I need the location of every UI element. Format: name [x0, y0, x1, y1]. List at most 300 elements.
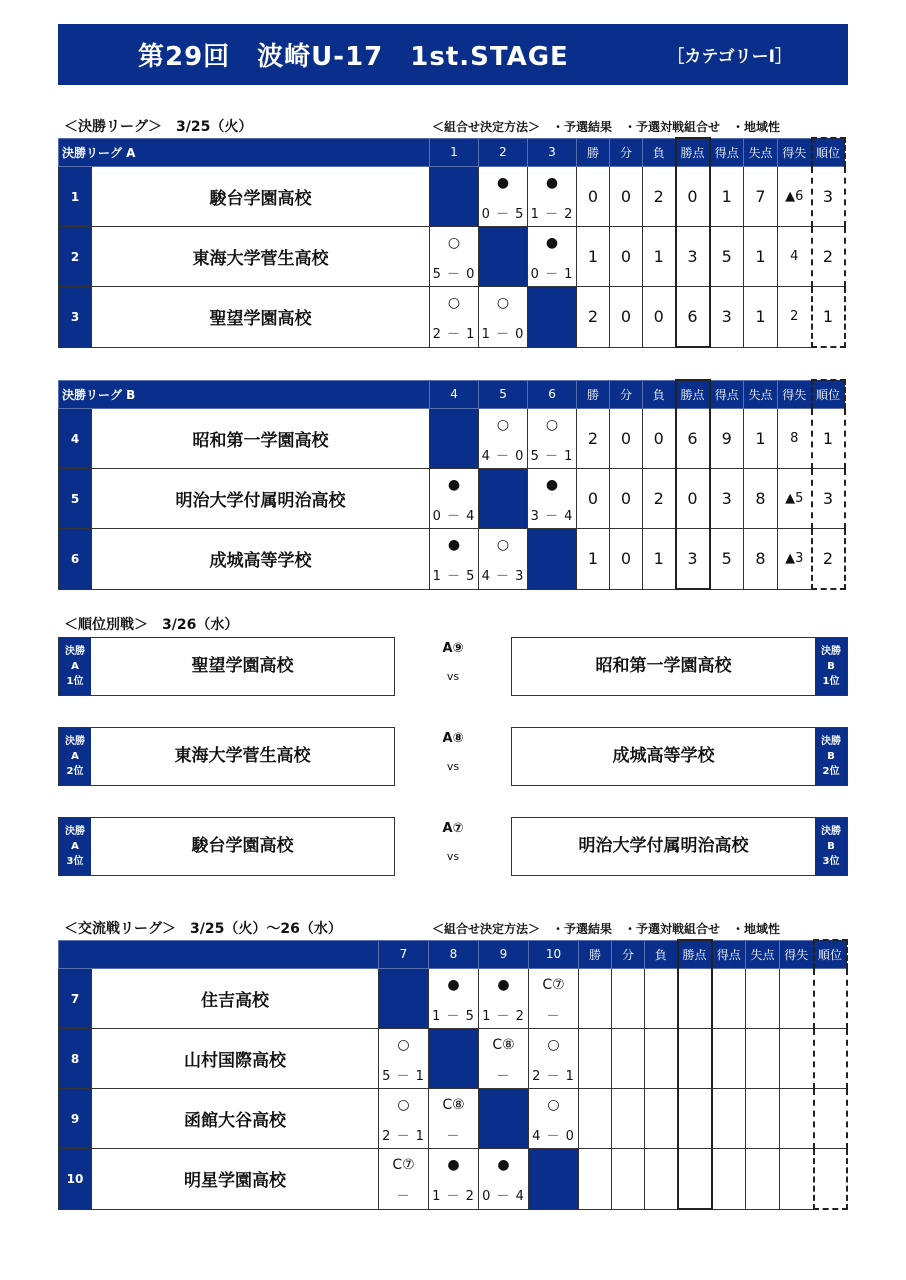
left-team-name: 東海大学菅生高校 — [174, 746, 311, 766]
result — [429, 969, 478, 1028]
right-team-name: 昭和第一学園高校 — [595, 656, 732, 676]
stat-header: 勝点 — [676, 380, 710, 409]
stat-cell — [746, 1089, 780, 1149]
diagonal-cell — [479, 227, 528, 287]
diagonal-cell — [379, 969, 429, 1029]
result-cell — [429, 969, 479, 1029]
stat-header: 得失 — [780, 940, 814, 969]
team-row — [59, 969, 847, 1029]
stat-cell: 1 — [812, 409, 845, 469]
stat-cell: 3 — [676, 227, 710, 287]
result-cell — [379, 1089, 429, 1149]
stat-cell — [579, 1149, 612, 1210]
stat-cell: 8 — [778, 409, 812, 469]
result-symbol: ● — [447, 1157, 460, 1174]
result — [528, 167, 576, 226]
result-cell — [479, 1149, 529, 1210]
stat-cell — [712, 969, 746, 1029]
stat-cell: 2 — [778, 287, 812, 348]
rank-label-line: B — [827, 841, 835, 852]
result-symbol: ○ — [496, 417, 510, 433]
result-cell — [429, 1089, 479, 1149]
rank-label-line: 決勝 — [821, 826, 841, 837]
stat-header: 失点 — [746, 940, 780, 969]
stat-cell — [814, 1029, 847, 1089]
team-number: 4 — [59, 409, 92, 469]
stat-cell: 6 — [676, 287, 710, 348]
stat-cell — [645, 1029, 678, 1089]
result — [429, 1149, 478, 1208]
stat-header: 勝点 — [678, 940, 712, 969]
result-score: 1 － 5 — [432, 1009, 475, 1024]
result-score: － — [496, 1069, 511, 1084]
col-header: 9 — [479, 940, 529, 969]
league-label: 決勝リーグ A — [59, 138, 430, 167]
result-symbol: C⑦ — [542, 977, 565, 993]
stat-cell — [612, 1029, 645, 1089]
result-symbol: ○ — [447, 235, 461, 251]
team-name: 函館大谷高校 — [92, 1089, 379, 1149]
result-cell — [379, 1149, 429, 1210]
stat-cell — [746, 1029, 780, 1089]
result — [479, 409, 527, 468]
stat-header: 勝 — [577, 380, 610, 409]
result-symbol: ○ — [547, 1097, 560, 1113]
left-match-box — [58, 817, 395, 876]
result — [429, 1089, 478, 1148]
right-rank-label — [815, 818, 847, 875]
result-score: 4 － 0 — [481, 449, 525, 464]
result-cell — [479, 1029, 529, 1089]
result — [529, 969, 578, 1028]
stat-header: 分 — [610, 138, 643, 167]
category-label: ［カテゴリーⅠ］ — [667, 47, 792, 67]
match-code: A⑧ — [442, 731, 464, 746]
stat-cell: 7 — [744, 167, 778, 227]
result-score: 2 － 1 — [382, 1129, 425, 1144]
col-header: 2 — [479, 138, 528, 167]
stat-cell: 6 — [676, 409, 710, 469]
stat-cell: 3 — [710, 287, 744, 348]
vs-label: vs — [446, 850, 460, 863]
result-score: － — [396, 1189, 411, 1205]
left-rank-label — [59, 638, 91, 695]
stat-cell — [678, 1149, 712, 1210]
result-score: 5 － 1 — [530, 449, 574, 464]
col-header: 10 — [529, 940, 579, 969]
col-header: 3 — [528, 138, 577, 167]
team-row — [59, 287, 845, 348]
team-row — [59, 1089, 847, 1149]
result-cell — [529, 1029, 579, 1089]
result-symbol: ● — [447, 477, 461, 493]
stat-cell: 0 — [610, 409, 643, 469]
stat-cell — [678, 1029, 712, 1089]
stat-header: 失点 — [744, 380, 778, 409]
col-header: 5 — [479, 380, 528, 409]
team-number: 2 — [59, 227, 92, 287]
team-row — [59, 529, 845, 590]
result-symbol: C⑦ — [392, 1157, 415, 1174]
result — [430, 287, 478, 346]
stat-cell — [814, 1089, 847, 1149]
result-symbol: ● — [447, 537, 461, 554]
result-score: 2 － 1 — [432, 327, 476, 343]
vs-label: vs — [446, 670, 460, 683]
stat-header: 得失 — [778, 138, 812, 167]
result-symbol: ● — [545, 477, 559, 493]
diagonal-cell — [429, 1029, 479, 1089]
result-cell — [528, 167, 577, 227]
result-symbol: ○ — [547, 1037, 560, 1053]
result — [479, 287, 527, 346]
stat-cell: 3 — [676, 529, 710, 590]
stat-cell — [814, 1149, 847, 1210]
team-name: 山村国際高校 — [92, 1029, 379, 1089]
rank-label-line: 2位 — [66, 766, 84, 777]
stat-cell — [645, 1089, 678, 1149]
result — [430, 227, 478, 286]
stat-header: 得点 — [710, 138, 744, 167]
result — [430, 469, 478, 528]
result-symbol: C⑧ — [492, 1037, 515, 1053]
stat-header: 順位 — [812, 380, 845, 409]
result-cell — [430, 469, 479, 529]
team-number: 8 — [59, 1029, 92, 1089]
result-cell — [529, 1089, 579, 1149]
final-league-title: ＜決勝リーグ＞ 3/25（火） — [64, 119, 253, 135]
result-score: 0 － 4 — [482, 1189, 525, 1205]
rank-label-line: 決勝 — [65, 826, 85, 837]
match-center — [423, 821, 483, 863]
team-name: 駿台学園高校 — [92, 167, 430, 227]
title-banner — [58, 24, 848, 85]
col-header: 1 — [430, 138, 479, 167]
result-score: 1 － 5 — [432, 569, 476, 585]
rank-label-line: 決勝 — [821, 736, 841, 747]
rank-label-line: 決勝 — [65, 736, 85, 747]
right-rank-label — [815, 728, 847, 785]
stat-cell: 9 — [710, 409, 744, 469]
result-cell — [528, 409, 577, 469]
result-score: － — [446, 1129, 461, 1144]
right-match-box — [511, 727, 848, 786]
header-row — [59, 380, 845, 409]
result-score: 0 － 1 — [530, 267, 574, 282]
header-row — [59, 138, 845, 167]
result-symbol: ● — [497, 1157, 510, 1174]
stat-header: 順位 — [812, 138, 845, 167]
team-number: 1 — [59, 167, 92, 227]
page-title: 第29回 波崎U-17 1st.STAGE — [138, 42, 569, 72]
left-team-name: 駿台学園高校 — [191, 836, 294, 856]
result-cell — [529, 969, 579, 1029]
header-row — [59, 940, 847, 969]
result-symbol: ○ — [496, 295, 510, 312]
col-header: 6 — [528, 380, 577, 409]
team-row — [59, 167, 845, 227]
stat-cell — [780, 1149, 814, 1210]
result-score: 0 － 5 — [481, 207, 525, 222]
result-symbol: ○ — [397, 1097, 410, 1113]
stat-cell: 0 — [610, 287, 643, 348]
stat-cell: 0 — [610, 529, 643, 590]
stat-cell — [579, 1029, 612, 1089]
stat-cell — [678, 1089, 712, 1149]
stat-cell — [678, 969, 712, 1029]
vs-label: vs — [446, 760, 460, 773]
left-match-box — [58, 637, 395, 696]
exchange-league-title: ＜交流戦リーグ＞ 3/25（火）～26（水） — [64, 921, 342, 937]
team-name: 東海大学菅生高校 — [92, 227, 430, 287]
result — [529, 1089, 578, 1148]
diagonal-cell — [479, 469, 528, 529]
league-a-table — [58, 137, 846, 348]
diagonal-cell — [529, 1149, 579, 1210]
stat-cell: 1 — [710, 167, 744, 227]
result-symbol: ○ — [496, 537, 510, 554]
stat-cell — [712, 1029, 746, 1089]
result — [379, 1149, 428, 1208]
result-cell — [430, 529, 479, 590]
result-score: 1 － 2 — [432, 1189, 475, 1205]
stat-cell: 5 — [710, 529, 744, 590]
stat-cell — [712, 1089, 746, 1149]
left-rank-label — [59, 728, 91, 785]
league-label: 決勝リーグ B — [59, 380, 430, 409]
diagonal-cell — [430, 409, 479, 469]
rank-label-line: 3位 — [822, 856, 840, 867]
team-row — [59, 227, 845, 287]
stat-cell — [612, 969, 645, 1029]
col-header: 8 — [429, 940, 479, 969]
result — [528, 469, 576, 528]
stat-cell — [746, 969, 780, 1029]
stat-header: 勝点 — [676, 138, 710, 167]
result-symbol: C⑧ — [442, 1097, 465, 1113]
stat-cell: 1 — [643, 227, 676, 287]
diagonal-cell — [430, 167, 479, 227]
col-header: 4 — [430, 380, 479, 409]
stat-header: 得失 — [778, 380, 812, 409]
team-name: 明治大学付属明治高校 — [92, 469, 430, 529]
stat-cell: 3 — [710, 469, 744, 529]
stat-header: 順位 — [814, 940, 847, 969]
team-number: 5 — [59, 469, 92, 529]
stat-header: 分 — [610, 380, 643, 409]
left-rank-label — [59, 818, 91, 875]
team-number: 10 — [59, 1149, 92, 1210]
team-name: 成城高等学校 — [92, 529, 430, 590]
stat-cell — [645, 1149, 678, 1210]
result-cell — [430, 287, 479, 348]
stat-cell: 1 — [744, 227, 778, 287]
stat-header: 負 — [643, 138, 676, 167]
stat-cell: ▲6 — [778, 167, 812, 227]
match-code: A⑨ — [442, 641, 464, 656]
match-code: A⑦ — [442, 821, 464, 836]
stat-cell: 0 — [676, 469, 710, 529]
result-cell — [430, 227, 479, 287]
result — [430, 529, 478, 588]
result — [479, 1149, 528, 1208]
result-cell — [429, 1149, 479, 1210]
placement-title: ＜順位別戦＞ 3/26（水） — [64, 617, 239, 633]
rank-label-line: 1位 — [822, 676, 840, 687]
stat-cell: 0 — [610, 469, 643, 529]
right-rank-label — [815, 638, 847, 695]
rank-label-line: A — [71, 751, 79, 762]
result-score: 1 － 2 — [482, 1009, 525, 1024]
left-team-name: 聖望学園高校 — [191, 656, 294, 676]
team-name: 聖望学園高校 — [92, 287, 430, 348]
stat-cell: 0 — [610, 227, 643, 287]
result-score: 4 － 3 — [481, 569, 525, 585]
stat-cell: 0 — [643, 409, 676, 469]
result-symbol: ○ — [545, 417, 559, 433]
stat-cell: 2 — [577, 409, 610, 469]
stat-header: 負 — [643, 380, 676, 409]
team-row — [59, 469, 845, 529]
stat-cell: 0 — [577, 167, 610, 227]
stat-cell — [645, 969, 678, 1029]
result — [529, 1029, 578, 1088]
stat-cell — [712, 1149, 746, 1210]
league-b-table — [58, 379, 846, 590]
stat-header: 勝 — [577, 138, 610, 167]
stat-cell — [612, 1089, 645, 1149]
result-symbol: ● — [545, 235, 559, 251]
stat-cell: 8 — [744, 529, 778, 590]
stat-cell: 5 — [710, 227, 744, 287]
stat-cell: 1 — [577, 227, 610, 287]
rank-label-line: 決勝 — [65, 646, 85, 657]
stat-cell — [579, 1089, 612, 1149]
result — [379, 1029, 428, 1088]
match-center — [423, 731, 483, 773]
result-cell — [479, 409, 528, 469]
rank-label-line: B — [827, 661, 835, 672]
stat-header: 失点 — [744, 138, 778, 167]
result — [479, 1029, 528, 1088]
stat-cell: 2 — [643, 469, 676, 529]
right-team-name: 明治大学付属明治高校 — [578, 836, 749, 856]
diagonal-cell — [479, 1089, 529, 1149]
stat-cell: 1 — [577, 529, 610, 590]
stat-cell: 8 — [744, 469, 778, 529]
team-row — [59, 409, 845, 469]
result-symbol: ● — [545, 175, 559, 191]
stat-cell: 1 — [744, 409, 778, 469]
stat-header: 得点 — [710, 380, 744, 409]
diagonal-cell — [528, 529, 577, 590]
result — [379, 1089, 428, 1148]
team-name: 昭和第一学園高校 — [92, 409, 430, 469]
stat-cell: 0 — [577, 469, 610, 529]
stat-cell — [612, 1149, 645, 1210]
left-match-box — [58, 727, 395, 786]
rank-label-line: 決勝 — [821, 646, 841, 657]
stat-cell: ▲3 — [778, 529, 812, 590]
result-score: 2 － 1 — [532, 1069, 575, 1084]
stat-cell — [814, 969, 847, 1029]
right-match-box — [511, 817, 848, 876]
result-score: 1 － 2 — [530, 207, 574, 222]
stat-cell: 4 — [778, 227, 812, 287]
result-cell — [479, 167, 528, 227]
result-score: 1 － 0 — [481, 327, 525, 343]
rank-label-line: B — [827, 751, 835, 762]
stat-header: 得点 — [712, 940, 746, 969]
team-row — [59, 1149, 847, 1210]
result-symbol: ○ — [447, 295, 461, 312]
rank-label-line: 1位 — [66, 676, 84, 687]
rank-label-line: A — [71, 661, 79, 672]
team-number: 9 — [59, 1089, 92, 1149]
result-score: 5 － 0 — [432, 267, 476, 282]
result-symbol: ○ — [397, 1037, 410, 1053]
result-cell — [528, 227, 577, 287]
result-symbol: ● — [447, 977, 460, 993]
team-name: 住吉高校 — [92, 969, 379, 1029]
final-league-method: ＜組合せ決定方法＞ ・予選結果 ・予選対戦組合せ ・地域性 — [432, 120, 781, 134]
stat-cell — [780, 1089, 814, 1149]
result-cell — [379, 1029, 429, 1089]
stat-cell: 2 — [643, 167, 676, 227]
result-score: 4 － 0 — [532, 1129, 575, 1144]
stat-cell: ▲5 — [778, 469, 812, 529]
stat-cell: 2 — [812, 529, 845, 590]
right-match-box — [511, 637, 848, 696]
stat-cell — [579, 969, 612, 1029]
stat-cell — [780, 969, 814, 1029]
stat-cell: 2 — [812, 227, 845, 287]
exchange-league-table — [58, 939, 848, 1210]
stat-cell: 1 — [812, 287, 845, 348]
right-team-name: 成城高等学校 — [612, 746, 715, 766]
result-cell — [479, 287, 528, 348]
rank-label-line: A — [71, 841, 79, 852]
stat-cell: 0 — [610, 167, 643, 227]
result-cell — [479, 529, 528, 590]
result-symbol: ● — [496, 175, 510, 191]
result — [528, 409, 576, 468]
rank-label-line: 2位 — [822, 766, 840, 777]
stat-cell: 1 — [643, 529, 676, 590]
exchange-league-method: ＜組合せ決定方法＞ ・予選結果 ・予選対戦組合せ ・地域性 — [432, 922, 781, 936]
diagonal-cell — [528, 287, 577, 348]
result-score: 0 － 4 — [432, 509, 476, 524]
result — [528, 227, 576, 286]
stat-cell: 0 — [676, 167, 710, 227]
result-score: 5 － 1 — [382, 1069, 425, 1084]
team-number: 7 — [59, 969, 92, 1029]
result — [479, 167, 527, 226]
team-number: 6 — [59, 529, 92, 590]
league-label — [59, 940, 379, 969]
team-number: 3 — [59, 287, 92, 348]
stat-cell: 3 — [812, 469, 845, 529]
result-cell — [479, 969, 529, 1029]
stat-header: 負 — [645, 940, 678, 969]
stat-cell — [746, 1149, 780, 1210]
result — [479, 529, 527, 588]
match-center — [423, 641, 483, 683]
result-score: － — [546, 1009, 561, 1024]
team-name: 明星学園高校 — [92, 1149, 379, 1210]
result-cell — [528, 469, 577, 529]
result-symbol: ● — [497, 977, 510, 993]
